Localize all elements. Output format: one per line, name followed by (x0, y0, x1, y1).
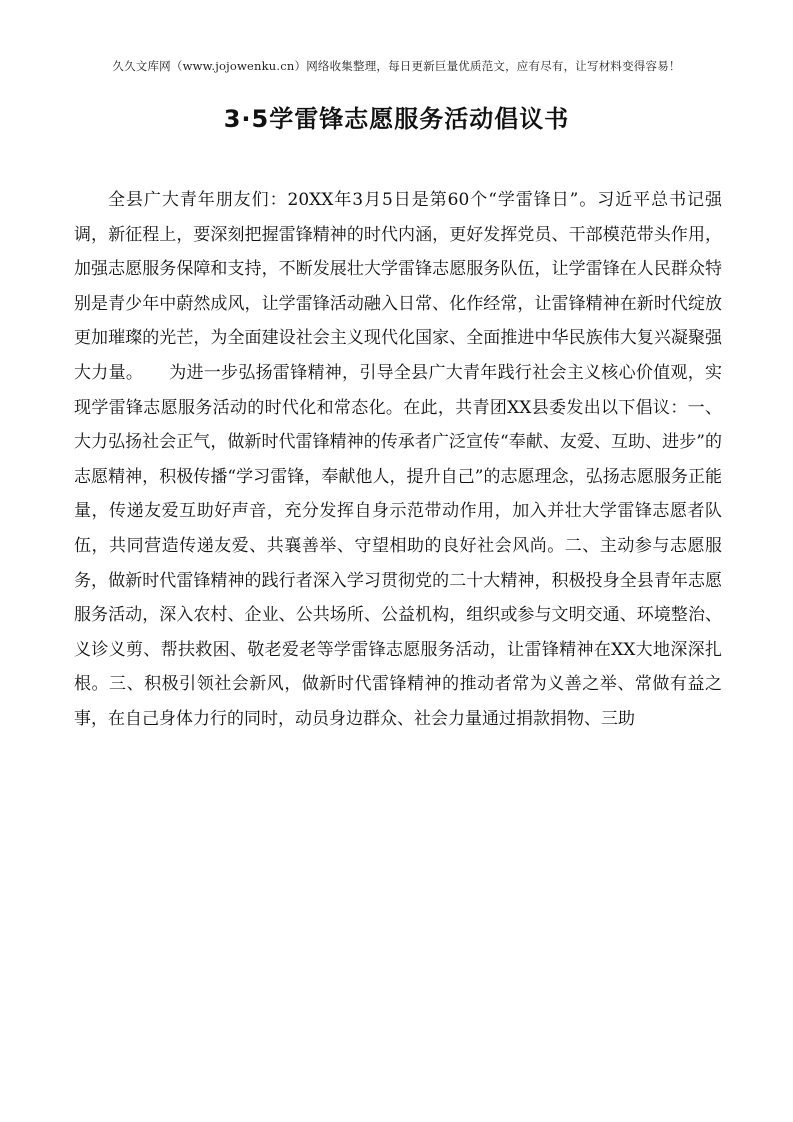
document-body (74, 183, 722, 737)
document-title: 3·5学雷锋志愿服务活动倡议书 (223, 105, 570, 133)
body-paragraph: 全县广大青年朋友们：20XX年3月5日是第60个“学雷锋日”。习近平总书记强调，新征程上，要深刻把握雷锋精神的时代内涵，更好发挥党员、干部模范带头作用，加强志愿服务保障和支持，不断发展壮大学雷锋志愿服务队伍，让学雷锋在人民群众特别是青少年中蔚然成风，让学雷锋活动融入日常、化作经常，让雷锋精神在新时代绽放更加璀璨的光芒，为全面建设社会主义现代化国家、全面推进中华民族伟大复兴凝聚强大力量。 为进一步弘扬雷锋精神，引导全县广大青年践行社会主义核心价值观，实现学雷锋志愿服务活动的时代化和常态化。在此，共青团XX县委发出以下倡议：一、大力弘扬社会正气，做新时代雷锋精神的传承者广泛宣传“奉献、友爱、互助、进步”的志愿精神，积极传播“学习雷锋，奉献他人，提升自己”的志愿理念，弘扬志愿服务正能量，传递友爱互助好声音，充分发挥自身示范带动作用，加入并壮大学雷锋志愿者队伍，共同营造传递友爱、共襄善举、守望相助的良好社会风尚。二、主动参与志愿服务，做新时代雷锋精神的践行者深入学习贯彻党的二十大精神，积极投身全县青年志愿服务活动，深入农村、企业、公共场所、公益机构，组织或参与文明交通、环境整治、义诊义剪、帮扶救困、敬老爱老等学雷锋志愿服务活动，让雷锋精神在XX大地深深扎根。三、积极引领社会新风，做新时代雷锋精神的推动者常为义善之举、常做有益之事，在自己身体力行的同时，动员身边群众、社会力量通过捐款捐物、三助 (74, 190, 722, 729)
page-header: 久久文库网（www.jojowenku.cn）网络收集整理，每日更新巨量优质范文，应有尽有，让写材料变得容易！ (112, 59, 681, 73)
